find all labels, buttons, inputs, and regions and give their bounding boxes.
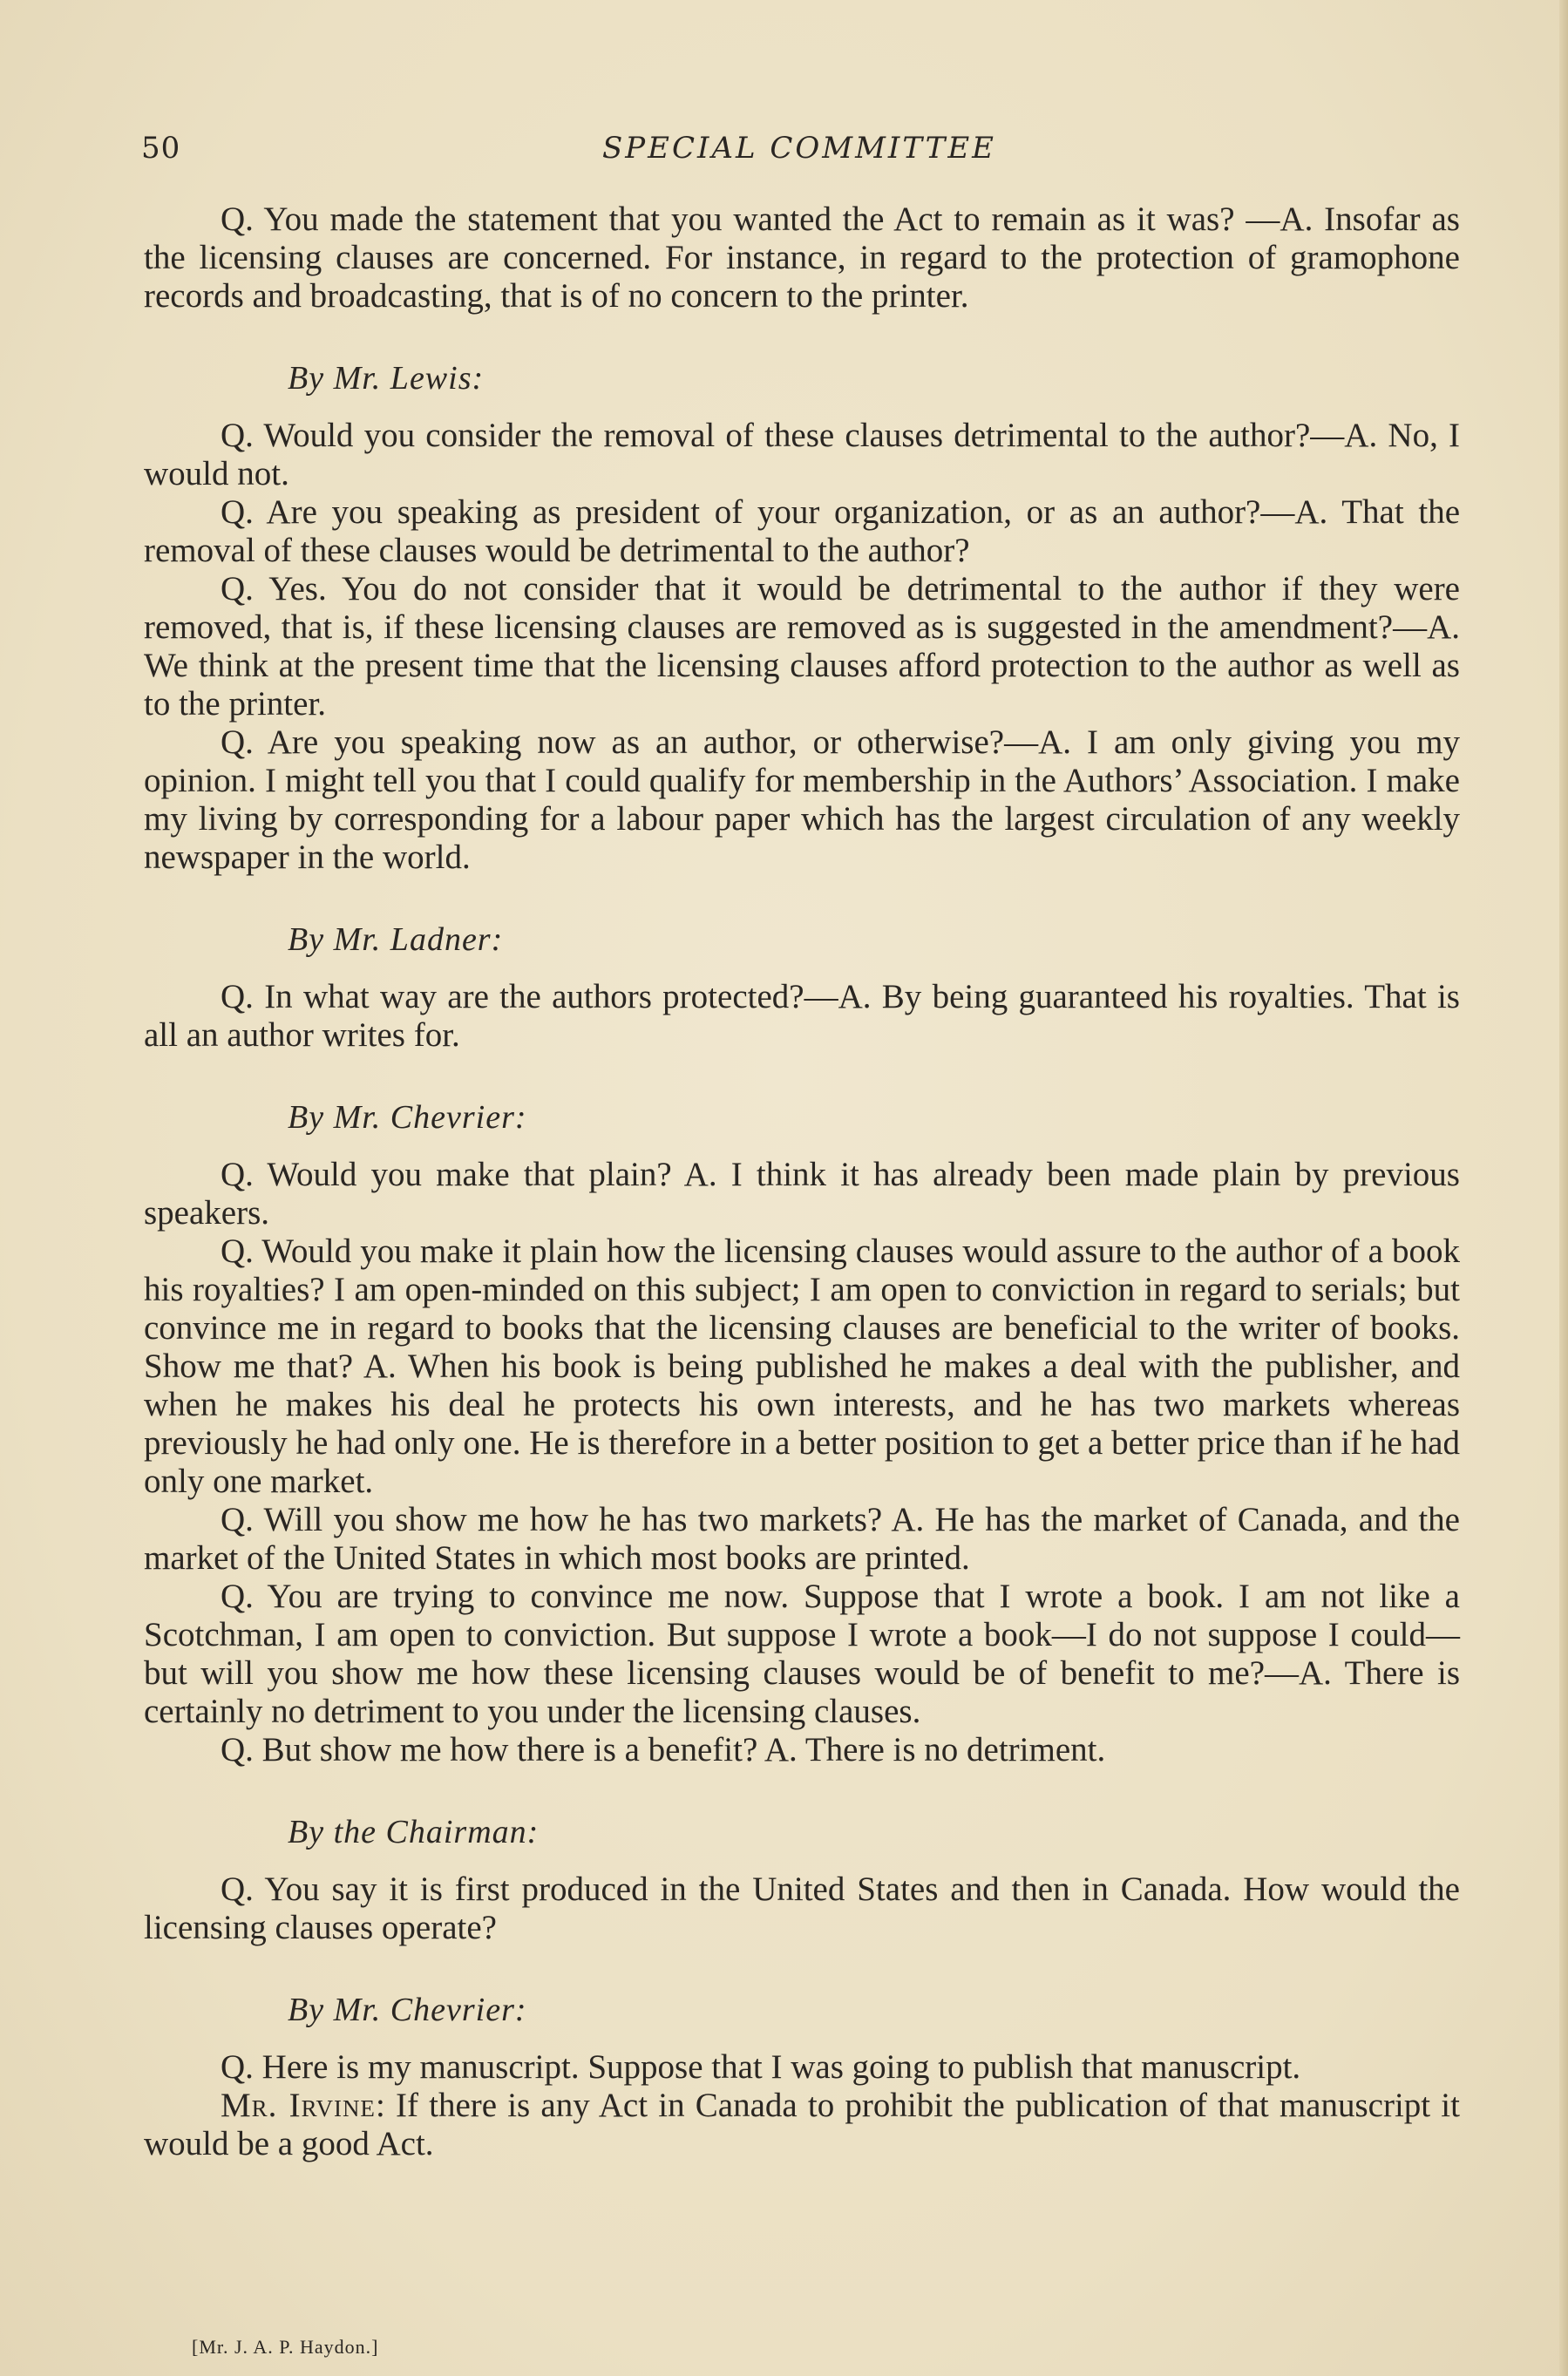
witness-footer: [Mr. J. A. P. Haydon.] — [192, 2336, 379, 2358]
transcript-body — [144, 200, 1460, 2163]
paragraph: Q. Will you show me how he has two markets? A. He has the market of Canada, and the market of the United States in which most books are printed. — [144, 1501, 1460, 1577]
paragraph: Q. In what way are the authors protected?—A. By being guaranteed his royalties. That is all an author writes for. — [144, 978, 1460, 1054]
statement-text: : If there is any Act in Canada to prohibit the publication of that manuscript it would be a good Act. — [144, 2087, 1460, 2162]
speaker-heading: By Mr. Ladner: — [288, 921, 504, 958]
paragraph: Q. Would you consider the removal of these clauses detrimental to the author?—A. No, I would not. — [144, 417, 1460, 492]
paragraph: Q. Yes. You do not consider that it would be detrimental to the author if they were removed, that is, if these licensing clauses are removed as is suggested in the amendment?—A. We think at the present time that the licensing clauses afford protection to the author as well as to the printer. — [144, 570, 1460, 723]
speaker-heading: By Mr. Chevrier: — [288, 1992, 527, 2028]
paragraph: Q. Are you speaking now as an author, or otherwise?—A. I am only giving you my opinion. I might tell you that I could qualify for membership in the Authors’ Association. I make my living by corresponding for a labour paper which has the largest circulation of any weekly newspaper in the world. — [144, 723, 1460, 876]
page-header — [141, 131, 1457, 174]
speaker-heading: By the Chairman: — [288, 1814, 540, 1850]
paragraph: Q. You say it is first produced in the United States and then in Canada. How would the licensing clauses operate? — [144, 1870, 1460, 1946]
page-number: 50 — [141, 131, 181, 166]
paragraph: Q. Are you speaking as president of your organization, or as an author?—A. That the removal of these clauses would be detrimental to the author? — [144, 493, 1460, 569]
page-edge — [1559, 0, 1568, 2376]
paragraph: Q. Would you make it plain how the licensing clauses would assure to the author of a book his royalties? I am open-minded on this subject; I am open to conviction in regard to serials; but convince me in regard to books that the licensing clauses are beneficial to the writer of books. Show me that? A. When his book is being published he makes a deal with the publisher, and when he makes his deal he protects his own interests, and he has two markets whereas previously he had only one. He is therefore in a better position to get a better price than if he had only one market. — [144, 1232, 1460, 1500]
paragraph: Q. You are trying to convince me now. Suppose that I wrote a book. I am not like a Scotchman, I am open to conviction. But suppose I wrote a book—I do not suppose I could—but will you show me how these licensing clauses would be of benefit to me?—A. There is certainly no detriment to you under the licensing clauses. — [144, 1578, 1460, 1730]
paragraph: Q. Would you make that plain? A. I think it has already been made plain by previous speakers. — [144, 1156, 1460, 1232]
paragraph — [144, 2087, 1460, 2163]
paragraph: Q. But show me how there is a benefit? A. There is no detriment. — [221, 1731, 1106, 1768]
speaker-heading: By Mr. Chevrier: — [288, 1099, 527, 1136]
running-head: SPECIAL COMMITTEE — [602, 131, 996, 166]
speaker-heading: By Mr. Lewis: — [288, 360, 485, 397]
speaker-name: Mr. Irvine — [221, 2087, 376, 2124]
paragraph: Q. You made the statement that you wanted the Act to remain as it was? —A. Insofar as the licensing clauses are concerned. For instance, in regard to the protection of gramophone records and broadcasting, that is of no concern to the printer. — [144, 200, 1460, 315]
paragraph: Q. Here is my manuscript. Suppose that I was going to publish that manuscript. — [221, 2048, 1301, 2086]
